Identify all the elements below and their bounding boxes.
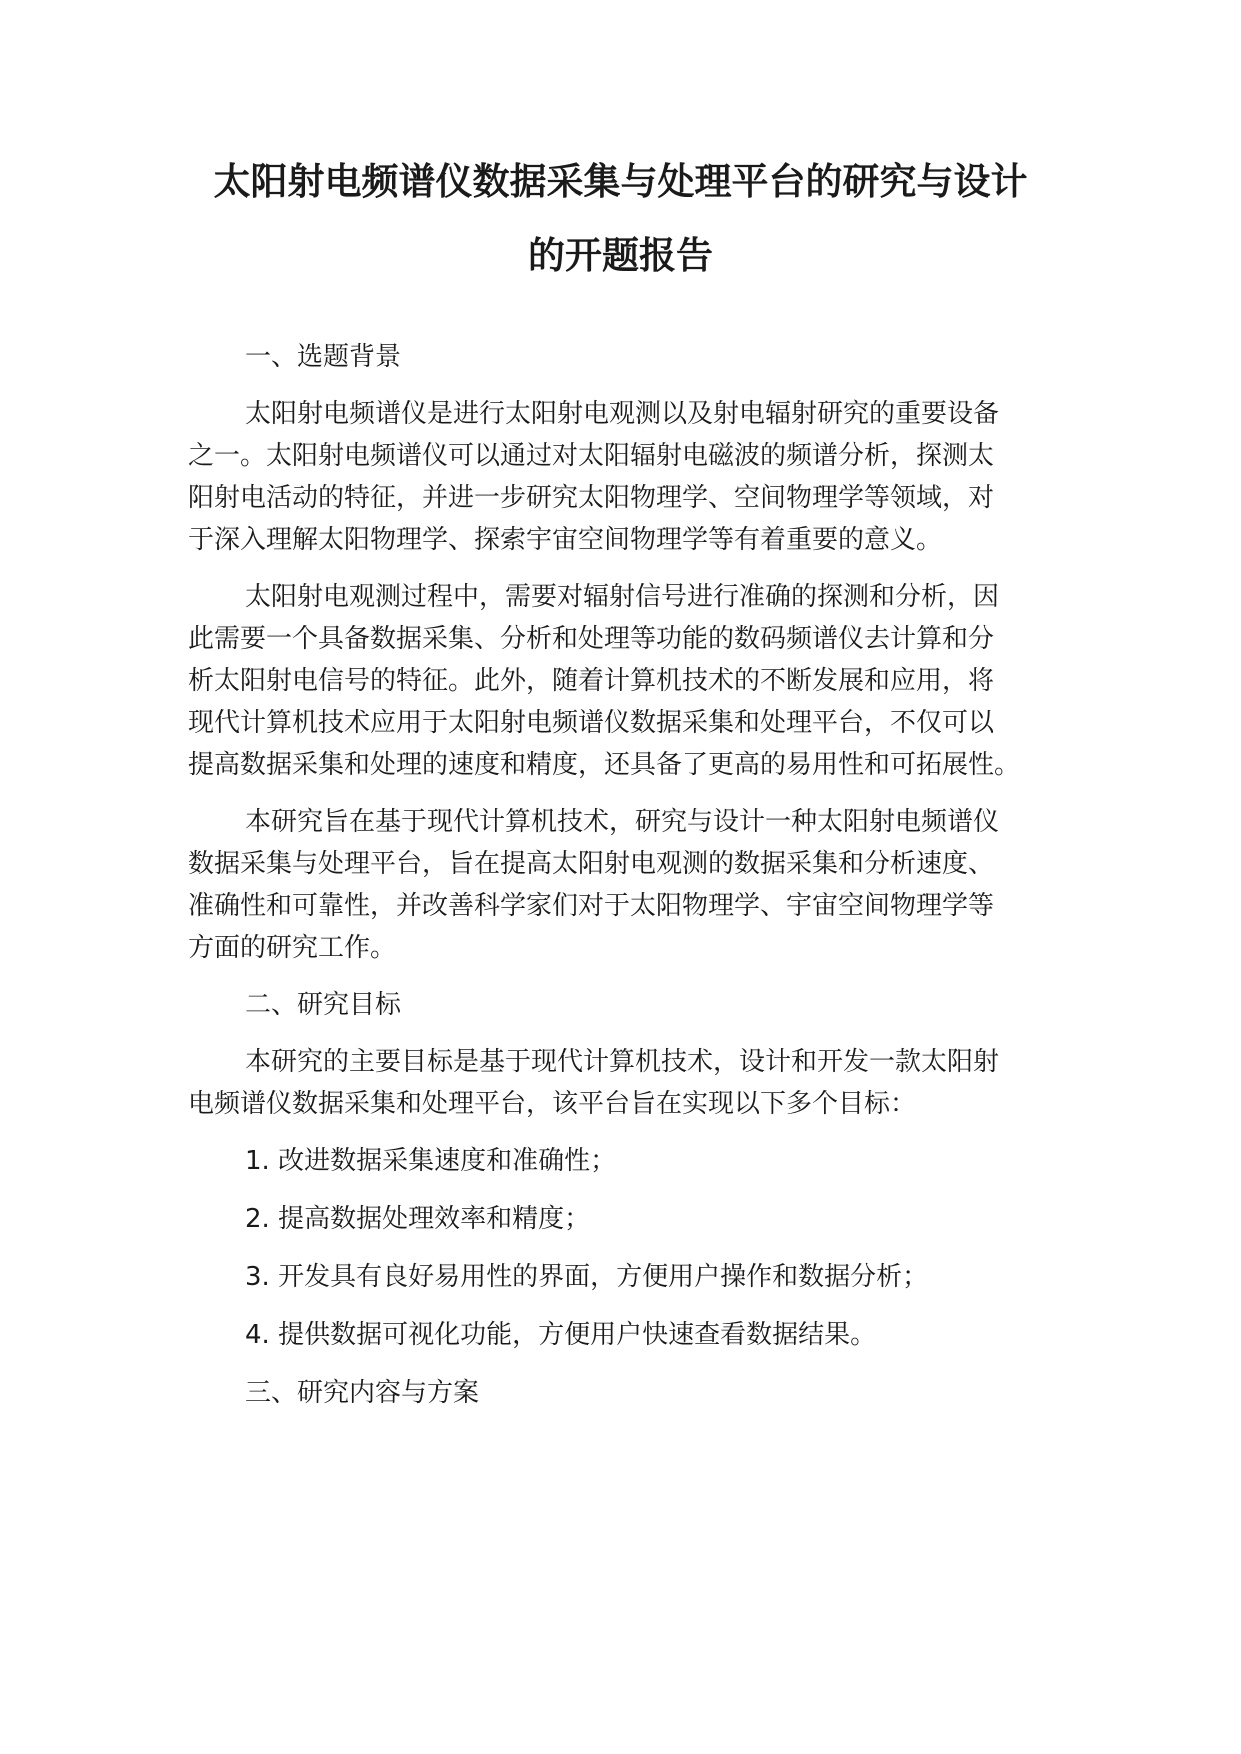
goal-list-item: 1. 改进数据采集速度和准确性； [245,1146,617,1176]
paragraph-line: 此需要一个具备数据采集、分析和处理等功能的数码频谱仪去计算和分 [188,624,995,654]
section-heading-background: 一、选题背景 [245,342,402,372]
paragraph-line: 本研究旨在基于现代计算机技术，研究与设计一种太阳射电频谱仪 [245,807,1000,837]
paragraph-line: 数据采集与处理平台，旨在提高太阳射电观测的数据采集和分析速度、 [188,849,995,879]
paragraph-line: 提高数据采集和处理的速度和精度，还具备了更高的易用性和可拓展性。 [188,750,1021,780]
paragraph-line: 阳射电活动的特征，并进一步研究太阳物理学、空间物理学等领域，对 [188,483,995,513]
section-heading-goals: 二、研究目标 [245,990,402,1020]
paragraph-line: 准确性和可靠性，并改善科学家们对于太阳物理学、宇宙空间物理学等 [188,891,995,921]
paragraph-line: 太阳射电频谱仪是进行太阳射电观测以及射电辐射研究的重要设备 [245,399,1000,429]
paragraph-line: 析太阳射电信号的特征。此外，随着计算机技术的不断发展和应用，将 [188,666,995,696]
goal-list-item: 4. 提供数据可视化功能，方便用户快速查看数据结果。 [245,1320,877,1350]
section-heading-content: 三、研究内容与方案 [245,1378,480,1408]
document-title-line-2: 的开题报告 [528,234,713,277]
goal-list-item: 3. 开发具有良好易用性的界面，方便用户操作和数据分析； [245,1262,929,1292]
paragraph-line: 本研究的主要目标是基于现代计算机技术，设计和开发一款太阳射 [245,1047,1000,1077]
paragraph-line: 之一。太阳射电频谱仪可以通过对太阳辐射电磁波的频谱分析，探测太 [188,441,995,471]
goal-list-item: 2. 提高数据处理效率和精度； [245,1204,591,1234]
document-title-line-1: 太阳射电频谱仪数据采集与处理平台的研究与设计 [213,160,1028,203]
paragraph-line: 电频谱仪数据采集和处理平台，该平台旨在实现以下多个目标： [188,1089,917,1119]
paragraph-line: 现代计算机技术应用于太阳射电频谱仪数据采集和处理平台，不仅可以 [188,708,995,738]
paragraph-line: 于深入理解太阳物理学、探索宇宙空间物理学等有着重要的意义。 [188,525,943,555]
paragraph-line: 太阳射电观测过程中，需要对辐射信号进行准确的探测和分析，因 [245,582,1000,612]
paragraph-line: 方面的研究工作。 [188,933,397,963]
